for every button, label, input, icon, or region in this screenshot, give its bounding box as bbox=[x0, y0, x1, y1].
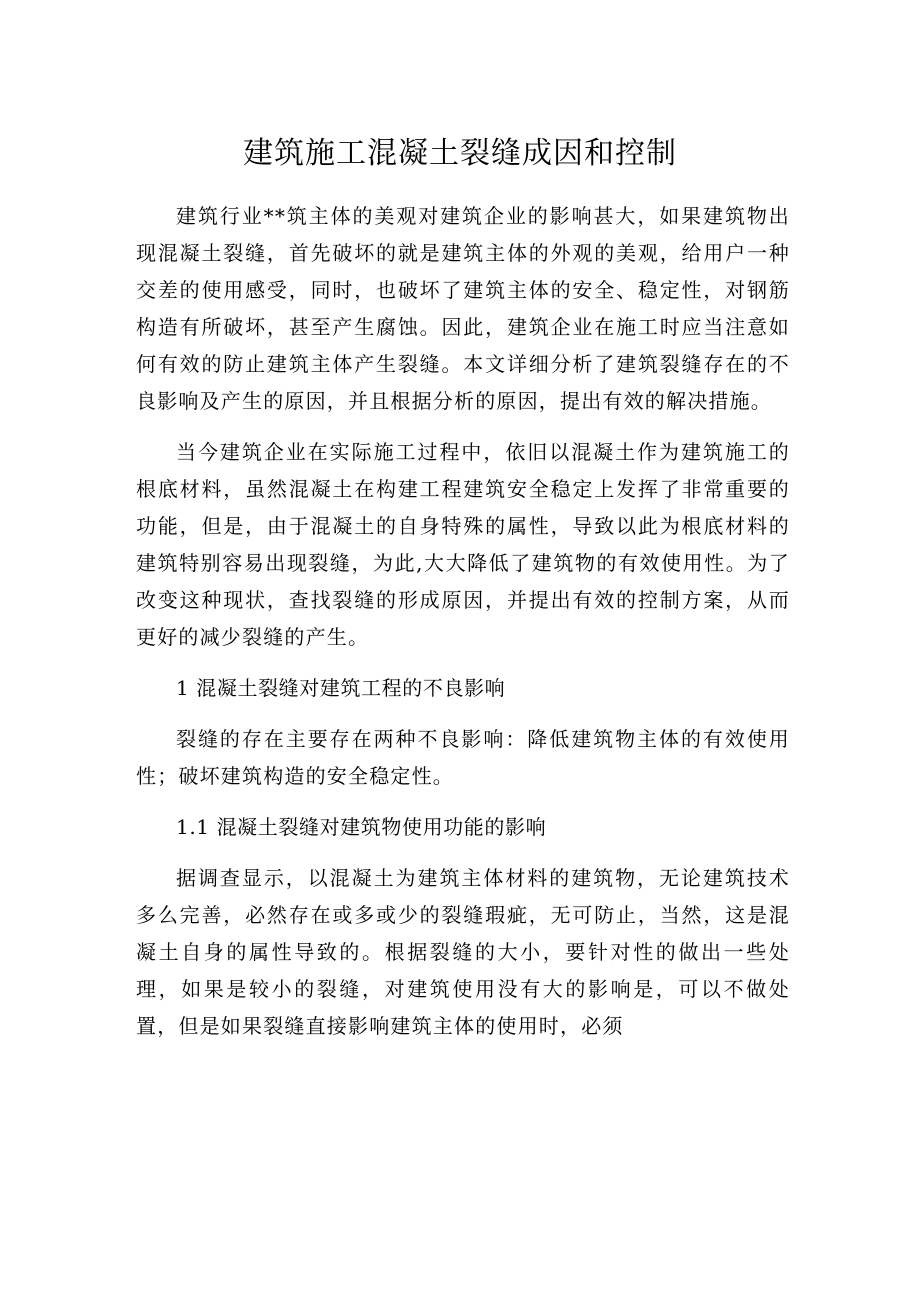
intro-paragraph: 建筑行业**筑主体的美观对建筑企业的影响甚大，如果建筑物出现混凝土裂缝，首先破坏的就是建筑主体的外观的美观，给用户一种交差的使用感受，同时，也破坏了建筑主体的安全、稳定性，对钢筋构造有所破坏，甚至产生腐蚀。因此，建筑企业在施工时应当注意如何有效的防止建筑主体产生裂缝。本文详细分析了建筑裂缝存在的不良影响及产生的原因，并且根据分析的原因，提出有效的解决措施。 bbox=[136, 204, 790, 413]
section-heading-1-1: 1.1 混凝土裂缝对建筑物使用功能的影响 bbox=[176, 815, 547, 839]
section-1-paragraph: 裂缝的存在主要存在两种不良影响：降低建筑物主体的有效使用性；破坏建筑构造的安全稳定性。 bbox=[136, 727, 790, 788]
section-heading-1: 1 混凝土裂缝对建筑工程的不良影响 bbox=[176, 676, 506, 700]
document-body bbox=[136, 198, 790, 1059]
section-1-1-paragraph: 据调查显示，以混凝土为建筑主体材料的建筑物，无论建筑技术多么完善，必然存在或多或少的裂缝瑕疵，无可防止，当然，这是混凝土自身的属性导致的。根据裂缝的大小，要针对性的做出一些处理，如果是较小的裂缝，对建筑使用没有大的影响是，可以不做处置，但是如果裂缝直接影响建筑主体的使用时，必须 bbox=[136, 866, 790, 1038]
background-paragraph: 当今建筑企业在实际施工过程中，依旧以混凝土作为建筑施工的根底材料，虽然混凝土在构建工程建筑安全稳定上发挥了非常重要的功能，但是，由于混凝土的自身特殊的属性，导致以此为根底材料的建筑特别容易出现裂缝，为此,大大降低了建筑物的有效使用性。为了改变这种现状，查找裂缝的形成原因，并提出有效的控制方案，从而更好的减少裂缝的产生。 bbox=[136, 440, 790, 649]
document-title: 建筑施工混凝土裂缝成因和控制 bbox=[243, 136, 677, 171]
